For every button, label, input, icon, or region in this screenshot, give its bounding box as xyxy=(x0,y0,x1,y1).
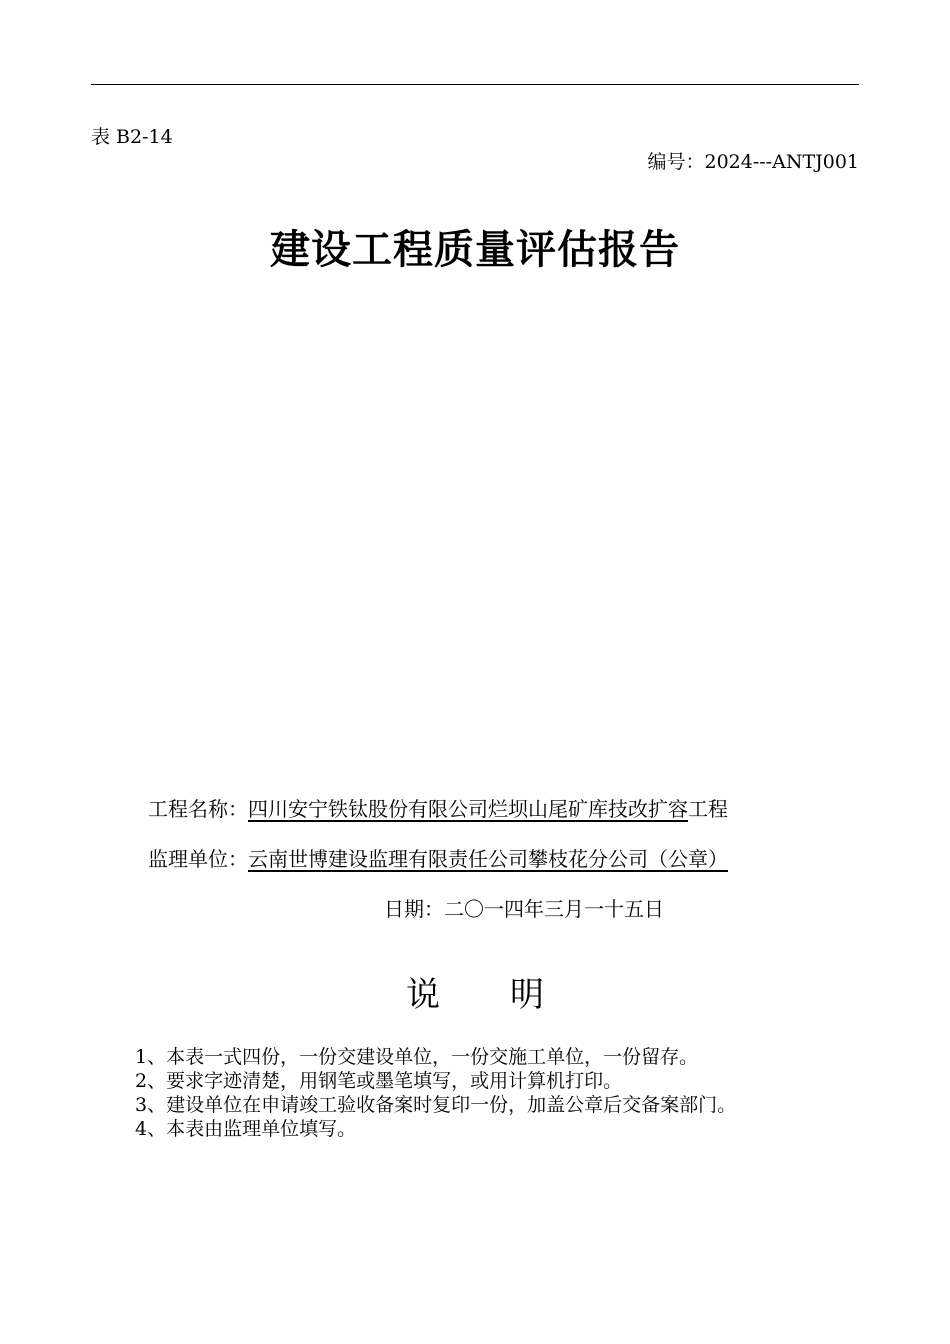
project-name-label: 工程名称： xyxy=(148,797,248,821)
notes-heading xyxy=(0,972,950,1018)
project-name-value: 四川安宁铁钛股份有限公司烂坝山尾矿库技改扩容 xyxy=(248,797,688,821)
date-row xyxy=(384,895,664,923)
top-divider xyxy=(91,84,859,85)
project-name-row xyxy=(148,795,728,823)
form-code: 表 B2-14 xyxy=(91,126,173,148)
note-item: 2、要求字迹清楚，用钢笔或墨笔填写，或用计算机打印。 xyxy=(135,1070,623,1092)
document-number-label: 编号： xyxy=(647,151,705,173)
document-number-value: 2024---ANTJ001 xyxy=(704,151,859,173)
page-title: 建设工程质量评估报告 xyxy=(270,227,680,273)
notes-list xyxy=(135,1045,736,1141)
notes-heading-right: 明 xyxy=(510,975,544,1015)
note-item: 4、本表由监理单位填写。 xyxy=(135,1118,357,1140)
supervisor-unit-label: 监理单位： xyxy=(148,847,248,871)
supervisor-unit-row xyxy=(148,845,728,873)
date-label: 日期： xyxy=(384,897,444,921)
date-value: 二〇一四年三月一十五日 xyxy=(444,897,664,921)
notes-heading-left: 说 xyxy=(406,975,440,1015)
document-number xyxy=(647,149,859,175)
supervisor-unit-value: 云南世博建设监理有限责任公司攀枝花分公司（公章） xyxy=(248,847,728,871)
note-item: 3、建设单位在申请竣工验收备案时复印一份，加盖公章后交备案部门。 xyxy=(135,1094,737,1116)
project-name-suffix: 工程 xyxy=(688,797,728,821)
note-item: 1、本表一式四份，一份交建设单位，一份交施工单位，一份留存。 xyxy=(135,1046,699,1068)
